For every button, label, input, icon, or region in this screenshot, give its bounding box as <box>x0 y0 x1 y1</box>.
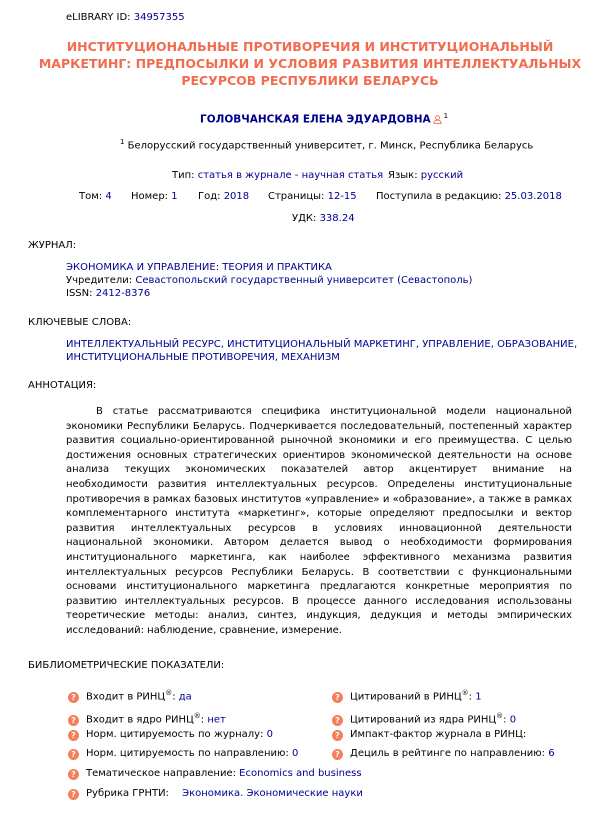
bib-item-right-2: ? Цитирований из ядра РИНЦ®: 0 <box>332 709 516 723</box>
bib-label: Входит в ядро РИНЦ <box>86 714 194 726</box>
author <box>200 112 448 126</box>
volume-value[interactable]: 4 <box>105 191 112 202</box>
help-icon[interactable]: ? <box>332 715 343 726</box>
bib-label: Рубрика ГРНТИ: <box>86 788 169 799</box>
help-icon[interactable]: ? <box>68 769 79 780</box>
registered-mark: ® <box>496 712 504 720</box>
language-value: русский <box>420 170 464 181</box>
elibrary-id <box>66 12 185 23</box>
keywords-list <box>66 338 577 364</box>
bib-label: Импакт-фактор журнала в РИНЦ: <box>350 729 527 740</box>
journal-name-link[interactable]: ЭКОНОМИКА И УПРАВЛЕНИЕ: ТЕОРИЯ И ПРАКТИКА <box>66 262 332 273</box>
author-affiliation-sup: 1 <box>443 112 449 120</box>
bib-item-left-4 <box>68 747 298 761</box>
affiliation-text: Белорусский государственный университет, г. Минск, Республика Беларусь <box>127 140 534 152</box>
article-title: ИНСТИТУЦИОНАЛЬНЫЕ ПРОТИВОРЕЧИЯ И ИНСТИТУЦИОНАЛЬНЫЙ МАРКЕТИНГ: ПРЕДПОСЫЛКИ И УСЛОВИЯ РАЗВИТИЯ ИНТЕЛЛЕКТУАЛЬНЫХ РЕСУРСОВ РЕСПУБЛИКИ БЕЛАРУСЬ <box>38 39 582 88</box>
help-icon[interactable]: ? <box>68 789 79 800</box>
elibrary-id-value: 34957355 <box>133 12 185 23</box>
pages-label: Страницы: <box>268 191 325 202</box>
bib-label: Норм. цитируемость по журналу: <box>86 729 264 740</box>
bib-label: Входит в РИНЦ <box>86 691 166 703</box>
bib-value[interactable]: 0 <box>291 748 299 759</box>
journal-heading: ЖУРНАЛ: <box>28 240 77 251</box>
received-row <box>376 191 562 202</box>
udc-label: УДК: <box>292 213 317 224</box>
year-value: 2018 <box>223 191 250 202</box>
volume-label: Том: <box>79 191 103 202</box>
bib-value[interactable]: 1 <box>475 691 482 703</box>
abstract-heading: АННОТАЦИЯ: <box>28 380 97 391</box>
journal-issn-label: ISSN: <box>66 288 93 299</box>
bib-item-left-1: ? Входит в РИНЦ®: да <box>68 686 192 700</box>
author-name-link[interactable]: ГОЛОВЧАНСКАЯ ЕЛЕНА ЭДУАРДОВНА <box>200 113 431 126</box>
registered-mark: ® <box>165 689 173 697</box>
language-label: Язык: <box>388 170 418 181</box>
journal-issn <box>66 287 472 300</box>
registered-mark: ® <box>193 712 201 720</box>
registered-mark: ® <box>461 689 469 697</box>
bib-item-left-5 <box>68 767 362 781</box>
bib-label: Тематическое направление: <box>86 768 236 779</box>
bib-label: Норм. цитируемость по направлению: <box>86 748 289 759</box>
udc-row <box>292 213 355 224</box>
bib-item-right-3 <box>332 728 526 742</box>
bib-value[interactable]: да <box>178 691 192 703</box>
journal-founder <box>66 274 472 287</box>
affiliation <box>120 138 533 151</box>
bib-value[interactable]: 0 <box>509 714 517 726</box>
bib-value[interactable]: 6 <box>548 748 555 759</box>
received-label: Поступила в редакцию: <box>376 191 502 202</box>
bib-value[interactable]: 0 <box>266 729 274 740</box>
help-icon[interactable]: ? <box>68 749 79 760</box>
bib-value[interactable]: Economics and business <box>239 768 362 779</box>
type-row <box>172 170 383 181</box>
volume-row <box>79 191 112 202</box>
bib-label: Цитирований в РИНЦ <box>350 691 462 703</box>
pages-row <box>268 191 357 202</box>
help-icon[interactable]: ? <box>332 749 343 760</box>
year-label: Год: <box>198 191 221 202</box>
bib-label: Цитирований из ядра РИНЦ <box>350 714 497 726</box>
type-value: статья в журнале - научная статья <box>197 170 384 181</box>
keywords-heading: КЛЮЧЕВЫЕ СЛОВА: <box>28 317 132 328</box>
bib-value[interactable]: Экономика. Экономические науки <box>182 788 363 799</box>
help-icon[interactable]: ? <box>68 715 79 726</box>
year-row <box>198 191 249 202</box>
journal-founder-value[interactable]: Севастопольский государственный университет (Севастополь) <box>135 275 473 286</box>
help-icon[interactable]: ? <box>332 730 343 741</box>
bib-item-left-6 <box>68 787 363 801</box>
person-icon[interactable] <box>433 115 442 124</box>
help-icon[interactable]: ? <box>68 730 79 741</box>
affiliation-sup: 1 <box>120 138 125 146</box>
pages-value: 12-15 <box>327 191 357 202</box>
bibliometrics-heading: БИБЛИОМЕТРИЧЕСКИЕ ПОКАЗАТЕЛИ: <box>28 660 225 671</box>
journal-founder-label: Учредители: <box>66 275 133 286</box>
number-value[interactable]: 1 <box>171 191 178 202</box>
type-label: Тип: <box>172 170 195 181</box>
journal-block <box>66 261 472 300</box>
abstract-text: В статье рассматриваются специфика институциональной модели национальной экономики Республики Беларусь. Подчеркивается последовательный, постепенный характер развития социально-ориентированной рыночной экономики и его преимущества. С целью достижения основных стратегических ориентиров экономической деятельности на основе анализа текущих экономических показателей автор акцентирует внимание на необходимости развития интеллектуальных ресурсов. Определены институциональные противоречия в рамках базовых институтов «управление» и «образование», а также в рамках комплементарного института «маркетинг», которые определяют предпосылки и вектор развития интеллектуальных ресурсов в условиях инновационной деятельности национальной экономики. Автором делается вывод о необходимости формирования институционального маркетинга, как наиболее эффективного механизма развития интеллектуальных ресурсов Республики Беларусь. В соответствии с функциональными основами институционального маркетинга предлагаются конкретные мероприятия по развитию интеллектуальных ресурсов. В процессе данного исследования использованы теоретические методы: анализ, синтез, индукция, дедукция и методы эмпирических исследований: наблюдение, сравнение, измерение. <box>66 406 572 636</box>
bib-value[interactable]: нет <box>207 714 226 726</box>
language-row <box>388 170 463 181</box>
number-label: Номер: <box>131 191 169 202</box>
bib-label: Дециль в рейтинге по направлению: <box>350 748 546 759</box>
number-row <box>131 191 178 202</box>
udc-value: 338.24 <box>319 213 355 224</box>
keywords-line-1[interactable]: ИНТЕЛЛЕКТУАЛЬНЫЙ РЕСУРС, ИНСТИТУЦИОНАЛЬНЫЙ МАРКЕТИНГ, УПРАВЛЕНИЕ, ОБРАЗОВАНИЕ, <box>66 339 578 350</box>
received-value: 25.03.2018 <box>504 191 562 202</box>
help-icon[interactable]: ? <box>332 692 343 703</box>
help-icon[interactable]: ? <box>68 692 79 703</box>
elibrary-id-label: eLIBRARY ID: <box>66 12 131 23</box>
bib-item-left-3 <box>68 728 273 742</box>
journal-issn-value: 2412-8376 <box>95 288 151 299</box>
keywords-line-2[interactable]: ИНСТИТУЦИОНАЛЬНЫЕ ПРОТИВОРЕЧИЯ, МЕХАНИЗМ <box>66 352 340 363</box>
bib-item-left-2: ? Входит в ядро РИНЦ®: нет <box>68 709 226 723</box>
bib-item-right-1: ? Цитирований в РИНЦ®: 1 <box>332 686 482 700</box>
bib-item-right-4 <box>332 747 555 761</box>
